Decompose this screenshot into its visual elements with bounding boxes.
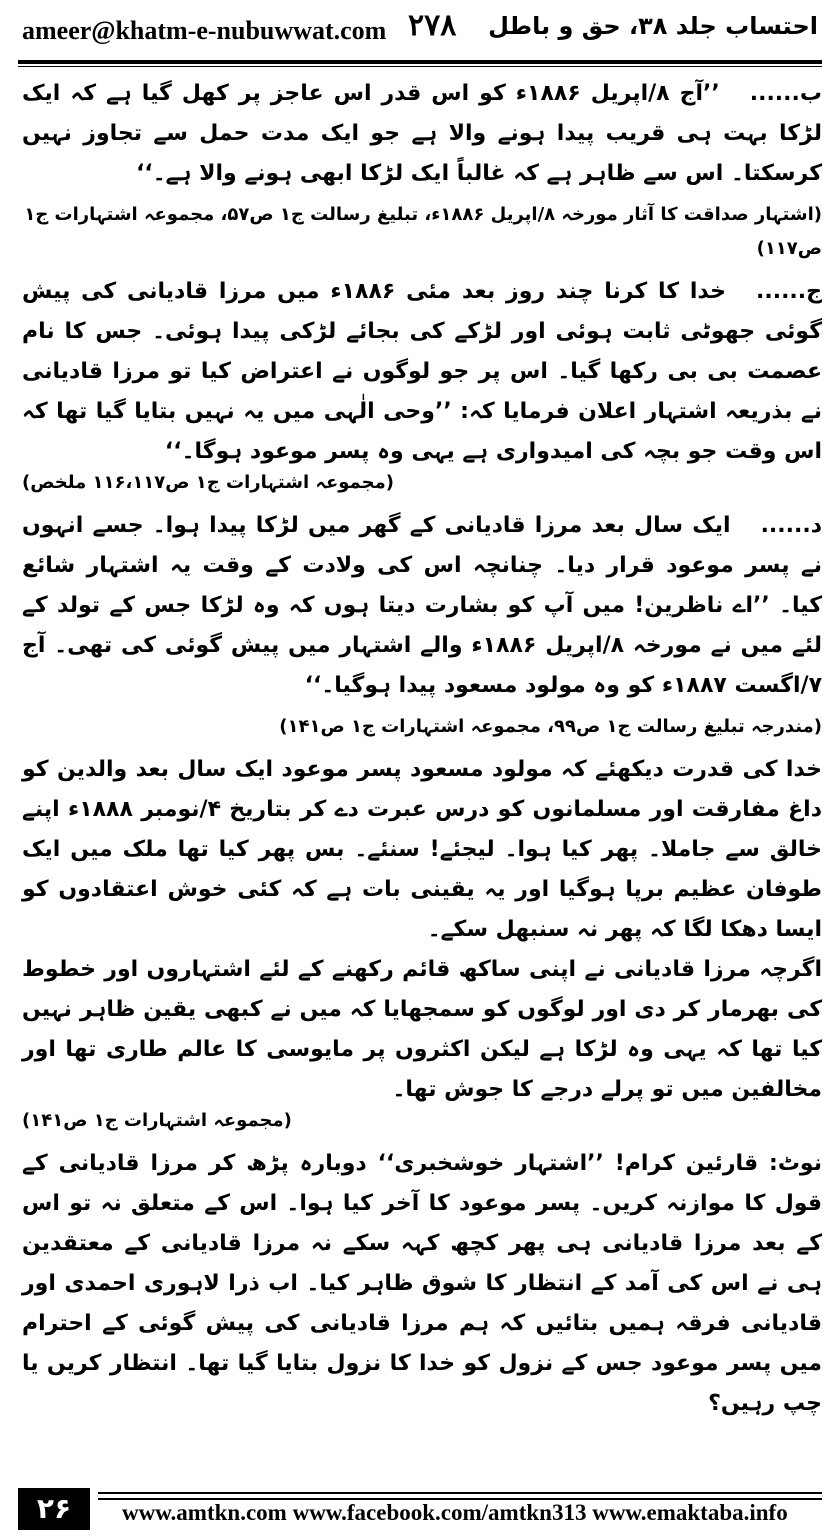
paragraph-j	[22, 272, 822, 472]
citation: (اشتہار صداقت کا آثار مورخہ ۸/اپریل ۱۸۸۶ء، تبلیغ رسالت ج۱ ص۵۷، مجموعہ اشتہارات ج۱ ص۱۱۷)	[24, 204, 822, 259]
page-body	[22, 74, 822, 1424]
paragraph-label: د......	[760, 513, 822, 538]
paragraph: اگرچہ مرزا قادیانی نے اپنی ساکھ قائم رکھنے کے لئے اشتہاروں اور خطوط کی بھرمار کر دی اور لوگوں کو سمجھایا کہ میں نے کبھی یقین ظاہر نہیں کیا تھا کہ یہی وہ لڑکا ہے لیکن اکثروں پر مایوسی کا عالم طاری تھا اور مخالفین میں تو پرلے درجے کا جوش تھا۔	[22, 957, 822, 1102]
header-title: احتساب جلد ۳۸، حق و باطل	[488, 12, 818, 40]
header-email: ameer@khatm-e-nubuwwat.com	[22, 16, 387, 45]
footer-rule	[98, 1492, 822, 1500]
paragraph: خدا کی قدرت دیکھئے کہ مولود مسعود پسر موعود ایک سال بعد والدین کو داغ مفارقت اور مسلمانوں کو درس عبرت دے کر بتاریخ ۴/نومبر ۱۸۸۸ء اپنے خالق سے جاملا۔ پھر کیا ہوا۔ لیجئے! سنئے۔ بس پھر کیا تھا ملک میں ایک طوفان عظیم برپا ہوگیا اور یہ یقینی بات ہے کہ کئی خوش اعتقادوں کو ایسا دھکا لگا کہ پھر نہ سنبھل سکے۔	[22, 757, 822, 942]
header-rule-thin	[18, 66, 822, 67]
header-page-number: ۲۷۸	[408, 8, 457, 43]
paragraph-label: ب......	[749, 81, 822, 106]
paragraph-text: خدا کا کرنا چند روز بعد مئی ۱۸۸۶ء میں مرزا قادیانی کی پیش گوئی جھوٹی ثابت ہوئی اور لڑکے کی بجائے لڑکی پیدا ہوئی۔ جس کا نام عصمت بی بی رکھا گیا۔ اس پر جو لوگوں نے اعتراض کیا تو مرزا قادیانی نے بذریعہ اشتہار اعلان فرمایا کہ: ’’وحی الٰہی میں یہ نہیں بتایا گیا تھا کہ اس وقت جو بچہ کی امیدواری ہے یہی وہ پسر موعود ہوگا۔‘‘	[22, 279, 822, 464]
page-footer	[18, 1488, 822, 1534]
paragraph-label: ج......	[756, 279, 822, 304]
paragraph-b	[22, 74, 822, 194]
footer-links: www.amtkn.com www.facebook.com/amtkn313 www.emaktaba.info	[122, 1500, 788, 1525]
paragraph-d	[22, 506, 822, 706]
header-rule-thick	[18, 60, 822, 64]
note-paragraph: نوٹ: قارئین کرام! ’’اشتہار خوشخبری‘‘ دوبارہ پڑھ کر مرزا قادیانی کے قول کا موازنہ کریں۔ پسر موعود کا آخر کیا ہوا۔ اس کے متعلق نہ تو اس کے بعد مرزا قادیانی ہی پھر کچھ کہہ سکے نہ مرزا قادیانی کے معتقدین ہی نے اس کی آمد کے انتظار کا شوق ظاہر کیا۔ اب ذرا لاہوری احمدی اور قادیانی فرقہ ہمیں بتائیں کہ ہم مرزا قادیانی کی پیش گوئی کے احترام میں پسر موعود جس کے نزول کو خدا کا نزول بتایا گیا تھا۔ انتظار کریں یا چپ رہیں؟	[22, 1151, 822, 1416]
footer-page-number: ۲۶	[18, 1488, 90, 1530]
paragraph-text: ’’آج ۸/اپریل ۱۸۸۶ء کو اس قدر اس عاجز پر کھل گیا ہے کہ ایک لڑکا بہت ہی قریب پیدا ہونے والا ہے جو ایک مدت حمل سے تجاوز نہیں کرسکتا۔ اس سے ظاہر ہے کہ غالباً ایک لڑکا ابھی ہونے والا ہے۔‘‘	[22, 81, 822, 186]
citation: (مجموعہ اشتہارات ج۱ ص۱۴۱)	[22, 1110, 292, 1131]
page-header	[18, 2, 822, 62]
paragraph-text: ایک سال بعد مرزا قادیانی کے گھر میں لڑکا پیدا ہوا۔ جسے انہوں نے پسر موعود قرار دیا۔ چنانچہ اس کی ولادت کے وقت یہ اشتہار شائع کیا۔ ’’اے ناظرین! میں آپ کو بشارت دیتا ہوں کہ وہ لڑکا جس کے تولد کے لئے میں نے مورخہ ۸/اپریل ۱۸۸۶ء والے اشتہار میں پیش گوئی کی تھی۔ آج ۷/اگست ۱۸۸۷ء کو وہ مولود مسعود پیدا ہوگیا۔‘‘	[22, 513, 822, 698]
citation: (مندرجہ تبلیغ رسالت ج۱ ص۹۹، مجموعہ اشتہارات ج۱ ص۱۴۱)	[279, 716, 822, 737]
citation: (مجموعہ اشتہارات ج۱ ص۱۱۶،۱۱۷ ملخص)	[22, 472, 394, 493]
